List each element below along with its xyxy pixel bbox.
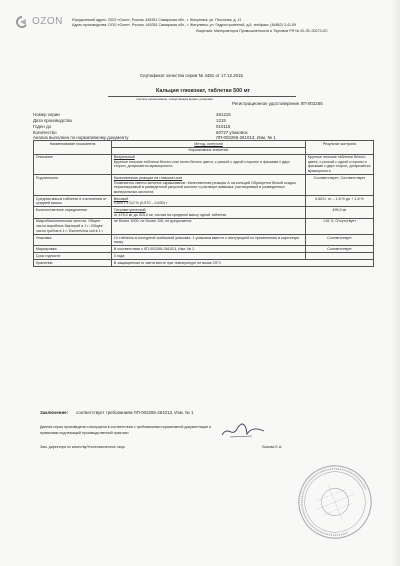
legal-address: Юридический адрес: ООО «Озон», Россия, 445351 Самарская обл., г. Жигулевск, ул. Песочная, д. 11 — [72, 18, 242, 22]
company-seal-stamp — [296, 463, 374, 541]
cell-method: Весовой — [113, 196, 129, 201]
cell-norm: В соответствии с ЛП-002265-261013, Изм. № 1 — [112, 246, 306, 253]
cell-method: Качественные реакции на глюконат-ион — [113, 175, 183, 180]
detail-label: Номер серии — [33, 112, 60, 117]
detail-value: ЛП-002265-261013, Изм. № 1 — [216, 135, 276, 140]
detail-label: Анализ выполнен по нормативному документу — [33, 135, 129, 140]
cell-result: Соответствует; Соответствует — [306, 175, 374, 196]
registration-number: Регистрационное удостоверение ЛП-002265 — [232, 101, 323, 106]
cell-indicator: Срок годности — [34, 253, 112, 260]
cell-method-norm — [112, 207, 306, 218]
cell-indicator: Упаковка — [34, 234, 112, 245]
table-row — [34, 246, 374, 253]
header-indicator: Наименование показателя — [34, 141, 112, 155]
cell-indicator: Средняя масса таблетки и отклонения от средней массы — [34, 196, 112, 207]
cell-norm: не более 1000; не более 100; не допускается — [112, 218, 306, 234]
cell-norm: от 475,0 мг до 525,0 мг, считая на среднюю массу одной таблетки — [113, 212, 227, 217]
header-method: Метод, контроля — [112, 141, 306, 148]
detail-label: Дата производства — [33, 118, 72, 123]
product-subtitle: торговое наименование, лекарственная форма, дозировка — [136, 96, 213, 101]
certificate-title: Сертификат качества серии № 3481 от 17.12.2015 — [140, 73, 243, 78]
cell-result: Соответствует — [306, 234, 374, 245]
signatory-name: Лыкова Е.А. — [262, 445, 283, 449]
cell-indicator: Подлинность — [34, 175, 112, 196]
cell-norm: 10 таблеток в контурной ячейковой упаковке. 1 упаковка вместе с инструкцией по применению в картонную пачку — [112, 234, 306, 245]
table-row — [34, 175, 374, 196]
header-norm: Нормативное значение — [112, 147, 306, 154]
cell-norm: 0,600 г ± 5,0 % (0,570 – 0,630) г — [113, 201, 168, 206]
header-result: Результат контроля — [306, 141, 374, 155]
detail-label: Количество — [33, 130, 57, 135]
production-address: Адрес производства: ООО «Озон», Россия, 445351 Самарская обл., г. Жигулевск, ул. Гидростроителей, д.6, тел/факс: (84862) 3-41-09 — [72, 23, 297, 27]
cell-result: 0,603 г от – 1,8 % до + 1,8 % — [306, 196, 374, 207]
table-row — [34, 260, 374, 267]
logo-text: OZON — [32, 16, 63, 27]
signature-mark — [220, 422, 266, 440]
product-name: Кальция глюконат, таблетки 500 мг — [156, 88, 250, 94]
detail-value: 481215 — [216, 112, 231, 117]
license-text: Лицензия: Минпромторга Промышленности и Торговли РФ № 00-ЛС-00273-ЛС — [196, 29, 328, 33]
cell-method: Визуальный — [113, 155, 135, 160]
cell-indicator: Микробиологическая чистота. Общее число аэробных бактерий в 1 г; Общее число грибов в 1 г; Escherichia coli в 1 г — [34, 218, 112, 234]
table-row — [34, 234, 374, 245]
cell-method-norm — [112, 175, 306, 196]
table-row — [34, 196, 374, 207]
detail-value: 010119 — [216, 124, 231, 129]
cell-norm: Круглые плоские таблетки белого или почти белого цвета, с риской с одной стороны и фасками с двух сторон, допускается мраморность. — [113, 159, 290, 169]
cell-result: <10; 0; Отсутствует — [306, 218, 374, 234]
table-row — [34, 207, 374, 218]
table-row — [34, 253, 374, 260]
results-table — [33, 140, 374, 267]
table-header-row — [34, 141, 374, 148]
conclusion-label: Заключение: — [40, 410, 69, 415]
scan-edge-shadow — [390, 0, 400, 566]
table-row — [34, 218, 374, 234]
cell-indicator: Маркировка — [34, 246, 112, 253]
cell-result — [306, 253, 374, 260]
cell-norm: В защищенном от света месте при температуре не выше 25°С — [112, 260, 374, 267]
cell-method: Титриметрический — [113, 208, 146, 213]
cell-method-norm — [112, 154, 306, 175]
detail-label: Годен до — [33, 124, 52, 129]
declaration-line: правилами надлежащей производственной практики — [40, 431, 129, 435]
cell-result: Круглые плоские таблетки белого цвета, с риской с одной стороны и фасками с двух сторон, допускается мраморность. — [306, 154, 374, 175]
declaration-line: Данная серия произведена и выпущена в соответствии с требованиями нормативной документации и — [40, 425, 211, 429]
signatory-role: Зам. директора по качеству/Уполномоченное лицо — [40, 445, 125, 449]
detail-value: 60727 упаковок — [216, 130, 248, 135]
cell-norm: Появляется светло-зеленое окрашивание. Качественная реакция А на кальций Образуется белый осадок, нерастворимый в разведенной уксусной кислоте и растворе аммиака, растворимый в разведенных минеральных кислотах — [113, 180, 297, 194]
cell-method-norm — [112, 196, 306, 207]
detail-value: 1215 — [216, 118, 226, 123]
cell-result: 499,0 мг — [306, 207, 374, 218]
cell-indicator: Хранение — [34, 260, 112, 267]
company-logo — [12, 15, 63, 29]
cell-result: Соответствует — [306, 246, 374, 253]
cell-norm: 3 года — [112, 253, 306, 260]
table-row — [34, 154, 374, 175]
conclusion-text: соответствует требованиям ЛП-002265-261013, Изм. № 1 — [76, 410, 194, 415]
cell-indicator: Описание — [34, 154, 112, 175]
cell-indicator: Количественное определение — [34, 207, 112, 218]
ozon-logo-icon — [12, 15, 32, 29]
